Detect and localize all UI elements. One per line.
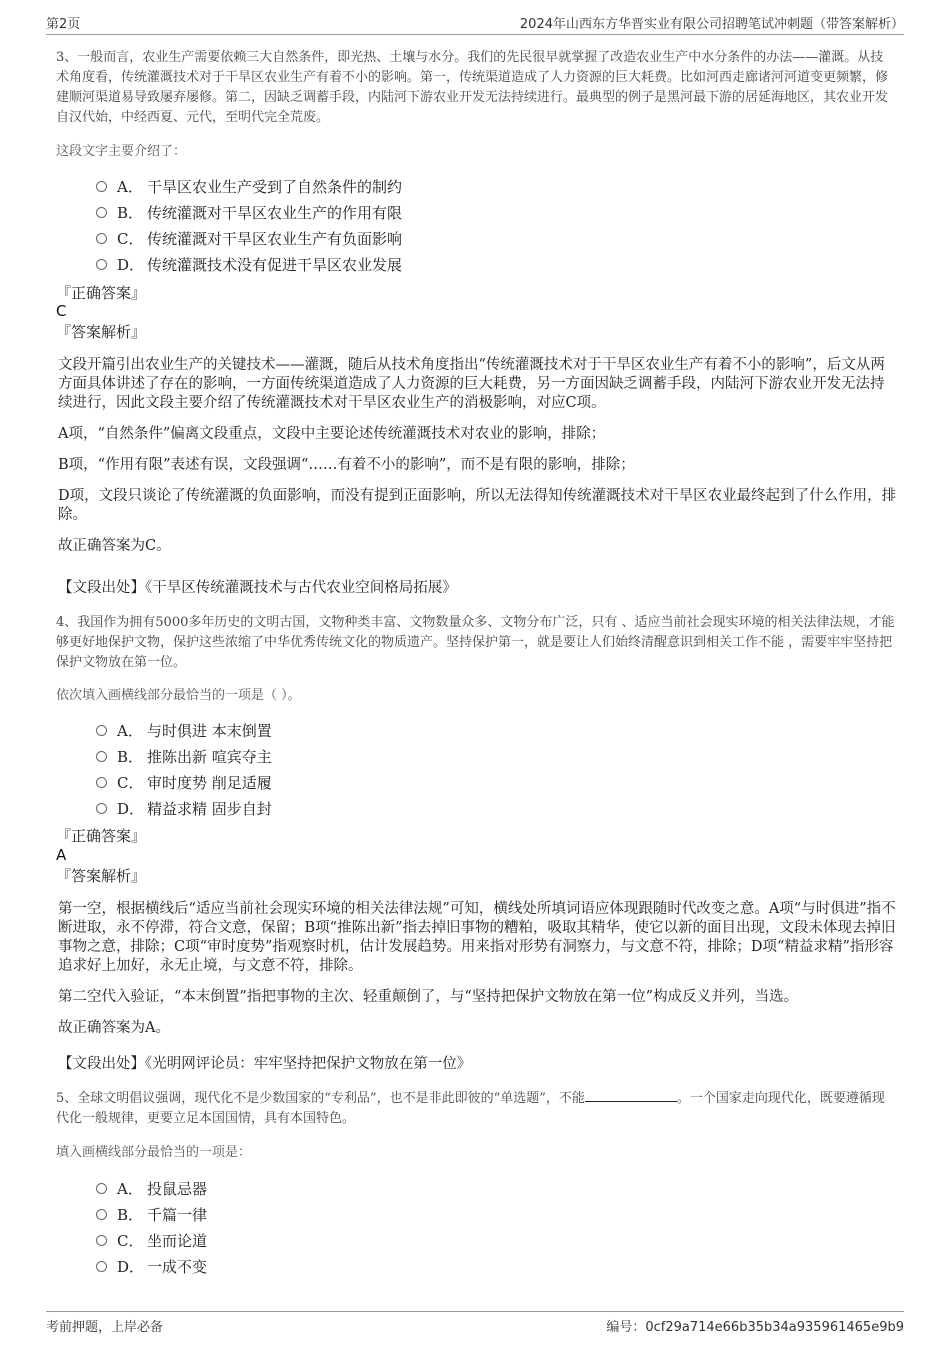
radio-icon[interactable] (96, 207, 107, 218)
radio-icon[interactable] (96, 725, 107, 736)
correct-answer-label: 『正确答案』 (56, 827, 147, 845)
question-3-prompt: 这段文字主要介绍了： (56, 144, 187, 159)
option-b[interactable]: B． 千篇一律 (96, 1202, 207, 1228)
question-5-options (96, 1176, 207, 1280)
question-4-answer: A (56, 846, 67, 864)
radio-icon[interactable] (96, 259, 107, 270)
question-4-source: 【文段出处】《光明网评论员：牢牢坚持把保护文物放在第一位》 (58, 1056, 472, 1072)
document-title: 2024年山西东方华晋实业有限公司招聘笔试冲刺题（带答案解析） (519, 17, 904, 32)
explanation-paragraph: 第二空代入验证，“本末倒置”指把事物的主次、轻重颠倒了，与“坚持把保护文物放在第一位”构成反义并列，当选。 (58, 989, 799, 1005)
fill-blank (585, 1089, 677, 1102)
question-4-options (96, 718, 272, 822)
question-5-text: 5、全球文明倡议强调，现代化不是少数国家的“专利品”，也不是非此即彼的“单选题”，不能 。一个国家走向现代化，既要遵循现代化一般规律，更要立足本国国情，具有本国特色。 (56, 1091, 885, 1126)
document-code: 编号：0cf29a714e66b35b34a935961465e9b9 (606, 1320, 904, 1335)
option-d[interactable]: D． 传统灌溉技术没有促进干旱区农业发展 (96, 252, 402, 278)
correct-answer-label: 『正确答案』 (56, 284, 147, 302)
radio-icon[interactable] (96, 1235, 107, 1246)
radio-icon[interactable] (96, 1209, 107, 1220)
option-a[interactable]: A． 干旱区农业生产受到了自然条件的制约 (96, 174, 402, 200)
question-3-answer: C (56, 302, 67, 320)
question-5-prompt: 填入画横线部分最恰当的一项是： (56, 1145, 252, 1160)
question-4-prompt: 依次填入画横线部分最恰当的一项是（ ）。 (56, 688, 301, 703)
explanation-paragraph: 故正确答案为A。 (58, 1020, 170, 1036)
explanation-paragraph: B项，“作用有限”表述有误，文段强调“……有着不小的影响”，而不是有限的影响，排除； (58, 457, 635, 473)
radio-icon[interactable] (96, 181, 107, 192)
radio-icon[interactable] (96, 751, 107, 762)
explanation-paragraph: 文段开篇引出农业生产的关键技术——灌溉，随后从技术角度指出“传统灌溉技术对于干旱区农业生产有着不小的影响”，后文从两方面具体讲述了存在的影响，一方面传统渠道造成了人力资源的巨大耗费，另一方面因缺乏调蓄手段，内陆河下游农业开发无法持续进行，因此文段主要介绍了传统灌溉技术对干旱区农业生产的消极影响，对应C项。 (58, 357, 885, 411)
question-3-text: 3、一般而言，农业生产需要依赖三大自然条件，即光热、土壤与水分。我们的先民很早就掌握了改造农业生产中水分条件的办法——灌溉。从技术角度看，传统灌溉技术对于干旱区农业生产有着不小的影响。第一，传统渠道造成了人力资源的巨大耗费。比如河西走廊诸河河道变更频繁，修建顺河渠道易导致屡弃屡修。第二，因缺乏调蓄手段，内陆河下游农业开发无法持续进行。最典型的例子是黑河最下游的居延海地区，其农业开发自汉代始，中经西夏、元代，至明代完全荒废。 (56, 50, 889, 125)
radio-icon[interactable] (96, 777, 107, 788)
explanation-paragraph: 故正确答案为C。 (58, 538, 171, 554)
question-3-source: 【文段出处】《干旱区传统灌溉技术与古代农业空间格局拓展》 (58, 580, 457, 596)
question-3-options (96, 174, 402, 278)
option-b[interactable]: B． 推陈出新 喧宾夺主 (96, 744, 272, 770)
radio-icon[interactable] (96, 1183, 107, 1194)
question-3-explanation (58, 356, 898, 568)
footer-slogan: 考前押题，上岸必备 (46, 1320, 164, 1335)
analysis-label: 『答案解析』 (56, 867, 147, 885)
option-a[interactable]: A． 投鼠忌器 (96, 1176, 207, 1202)
page-footer (46, 1311, 904, 1336)
option-c[interactable]: C． 传统灌溉对干旱区农业生产有负面影响 (96, 226, 402, 252)
option-a[interactable]: A． 与时俱进 本末倒置 (96, 718, 272, 744)
page-number: 第2页 (46, 17, 81, 32)
explanation-paragraph: 第一空，根据横线后“适应当前社会现实环境的相关法律法规”可知，横线处所填词语应体现跟随时代改变之意。A项“与时俱进”指不断进取，永不停滞，符合文意，保留；B项“推陈出新”指去掉旧事物的糟粕，吸取其精华，使它以新的面目出现，文段未体现去掉旧事物之意，排除；C项“审时度势”指观察时机，估计发展趋势。用来指对形势有洞察力，与文意不符，排除；D项“精益求精”指形容追求好上加好，永无止境，与文意不符，排除。 (58, 901, 896, 974)
radio-icon[interactable] (96, 233, 107, 244)
option-c[interactable]: C． 审时度势 削足适履 (96, 770, 272, 796)
explanation-paragraph: A项，“自然条件”偏离文段重点，文段中主要论述传统灌溉技术对农业的影响，排除； (58, 426, 606, 442)
option-c[interactable]: C． 坐而论道 (96, 1228, 207, 1254)
question-4-text: 4、我国作为拥有5000多年历史的文明古国，文物种类丰富、文物数量众多、文物分布广泛，只有 、适应当前社会现实环境的相关法律法规，才能够更好地保护文物，保护这些浓缩了中华优秀传统文化的物质遗产。坚持保护第一，就是要让人们始终清醒意识到相关工作不能 ，需要牢牢坚持把保护文物放在第一位。 (56, 615, 895, 670)
question-4-explanation (58, 900, 898, 1050)
option-d[interactable]: D． 精益求精 固步自封 (96, 796, 272, 822)
radio-icon[interactable] (96, 803, 107, 814)
option-b[interactable]: B． 传统灌溉对干旱区农业生产的作用有限 (96, 200, 402, 226)
page-header (46, 12, 904, 35)
analysis-label: 『答案解析』 (56, 323, 147, 341)
explanation-paragraph: D项，文段只谈论了传统灌溉的负面影响，而没有提到正面影响，所以无法得知传统灌溉技术对干旱区农业最终起到了什么作用，排除。 (58, 488, 897, 523)
option-d[interactable]: D． 一成不变 (96, 1254, 207, 1280)
radio-icon[interactable] (96, 1261, 107, 1272)
